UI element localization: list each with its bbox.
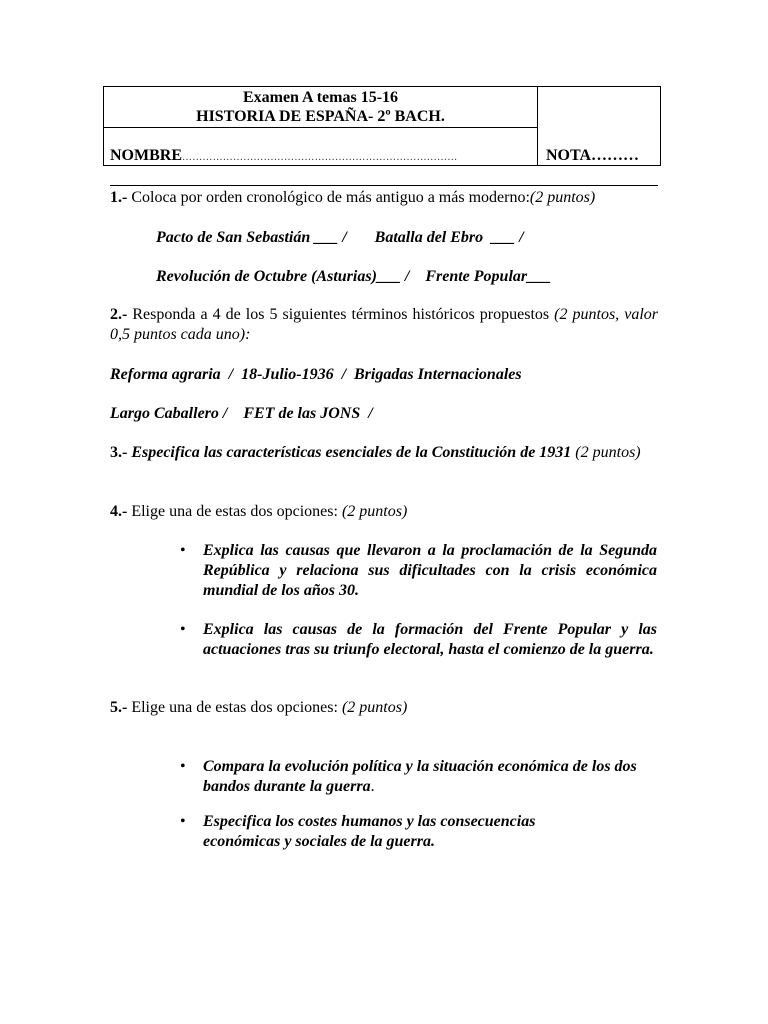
name-dotted-line: ……………………………………………………………………… <box>182 152 458 163</box>
question-2-terms-line-1: Reforma agraria / 18-Julio-1936 / Brigadas Internacionales <box>110 366 522 383</box>
question-1-text: Coloca por orden cronológico de más antiguo a más moderno: <box>127 189 530 206</box>
question-5-option-1 <box>203 757 643 797</box>
grade-label: NOTA……… <box>546 147 640 164</box>
question-4-number: 4.- <box>110 503 128 520</box>
question-1 <box>110 188 595 208</box>
question-5 <box>110 698 407 718</box>
question-1-events-line-2: Revolución de Octubre (Asturias)___ / Frente Popular___ <box>156 268 552 285</box>
question-1-events-line-1: Pacto de San Sebastián ___ / Batalla del Ebro ___ / <box>156 229 524 246</box>
bullet-icon: • <box>180 542 186 559</box>
question-1-points: (2 puntos) <box>529 189 596 206</box>
question-3 <box>110 443 658 463</box>
question-3-text: Especifica las características esenciales de la Constitución de 1931 <box>127 444 572 461</box>
question-4-option-2: Explica las causas de la formación del Frente Popular y las actuaciones tras su triunfo electoral, hasta el comienzo de la guerra. <box>203 621 657 658</box>
bullet-icon: • <box>180 758 186 775</box>
question-1-number: 1.- <box>110 189 128 206</box>
question-4 <box>110 502 407 522</box>
question-5-option-2: Especifica los costes humanos y las consecuencias económicas y sociales de la guerra. <box>203 813 536 850</box>
question-2-number: 2.- <box>110 306 128 323</box>
header-title-cell <box>104 87 537 128</box>
exam-title: Examen A temas 15-16 <box>242 89 399 106</box>
exam-header-table <box>103 86 661 166</box>
bullet-icon: • <box>180 813 186 830</box>
question-5-option-1-text: Compara la evolución política y la situación económica de los dos bandos durante la guerra <box>203 758 637 795</box>
question-5-points: (2 puntos) <box>341 699 408 716</box>
question-3-number: 3.- <box>110 444 128 461</box>
question-2-terms-line-2: Largo Caballero / FET de las JONS / <box>110 405 373 422</box>
header-left-cell <box>104 87 538 165</box>
question-2-text: Responda a 4 de los 5 siguientes términos históricos propuestos <box>127 306 555 323</box>
question-2 <box>110 305 658 345</box>
question-3-points: (2 puntos) <box>571 444 641 461</box>
question-5-number: 5.- <box>110 699 128 716</box>
name-field <box>110 147 457 165</box>
question-5-option-1-period: . <box>370 778 375 795</box>
header-rule <box>110 185 658 186</box>
question-4-points: (2 puntos) <box>341 503 408 520</box>
question-4-text: Elige una de estas dos opciones: <box>127 503 342 520</box>
question-4-option-1: Explica las causas que llevaron a la proclamación de la Segunda República y relaciona sus dificultades con la crisis económica mundial de los años 30. <box>203 542 657 599</box>
question-2-points: (2 puntos, valor 0,5 puntos cada uno): <box>110 306 658 343</box>
exam-subject: HISTORIA DE ESPAÑA- 2º BACH. <box>196 108 445 125</box>
name-label: NOMBRE <box>110 147 182 164</box>
question-5-text: Elige una de estas dos opciones: <box>127 699 342 716</box>
bullet-icon: • <box>180 621 186 638</box>
